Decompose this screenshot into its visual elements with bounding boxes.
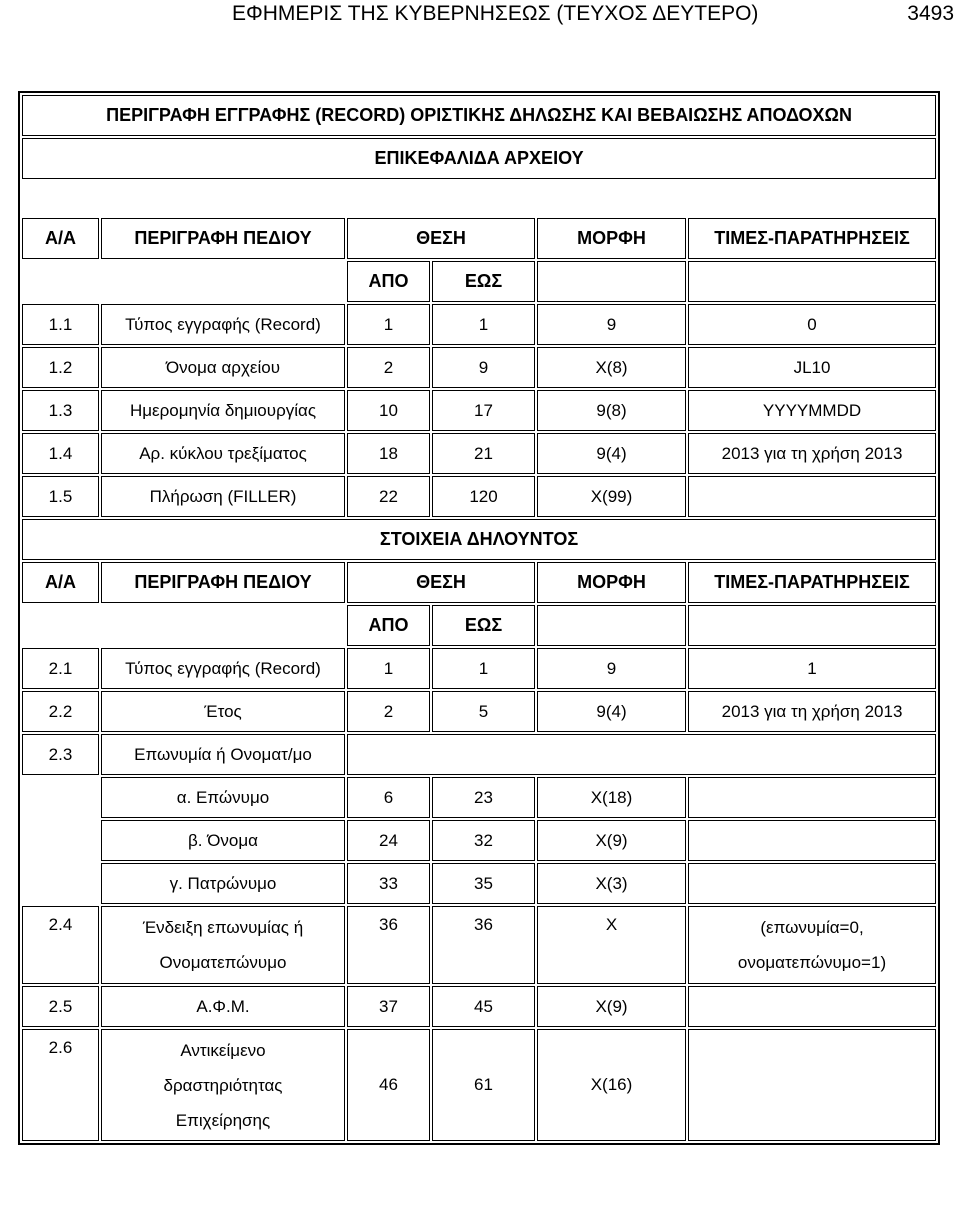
cell-aa: 2.2 (22, 691, 99, 732)
cell-desc: α. Επώνυμο (101, 777, 345, 818)
cell-aa: 2.4 (22, 906, 99, 984)
table-row (22, 304, 936, 345)
cell-from: 6 (347, 777, 430, 818)
cell-values (688, 1029, 936, 1141)
cell-form: 9(4) (537, 433, 686, 474)
cell-form: X (537, 906, 686, 984)
cell-desc: Τύπος εγγραφής (Record) (101, 304, 345, 345)
cell-desc-line3: Επιχείρησης (175, 1110, 271, 1130)
col-values: ΤΙΜΕΣ-ΠΑΡΑΤΗΡΗΣΕΙΣ (688, 562, 936, 603)
col-desc: ΠΕΡΙΓΡΑΦΗ ΠΕΔΙΟΥ (101, 218, 345, 259)
cell-values (688, 820, 936, 861)
cell-desc-line1: Ένδειξη επωνυμίας ή (142, 918, 304, 937)
cell-desc: Έτος (101, 691, 345, 732)
cell-aa: 2.6 (22, 1029, 99, 1141)
cell-desc: γ. Πατρώνυμο (101, 863, 345, 904)
cell-desc: Επωνυμία ή Ονοματ/μο (101, 734, 345, 775)
cell-desc (101, 1029, 345, 1141)
table-row (22, 390, 936, 431)
cell-desc: Τύπος εγγραφής (Record) (101, 648, 345, 689)
cell-values (688, 906, 936, 984)
cell-aa: 2.1 (22, 648, 99, 689)
cell-desc-line1: Αντικείμενο (180, 1040, 266, 1060)
cell-aa: 2.3 (22, 734, 99, 775)
col-pos: ΘΕΣΗ (347, 218, 535, 259)
section2-title: ΣΤΟΙΧΕΙΑ ΔΗΛΟΥΝΤΟΣ (22, 519, 936, 560)
cell-values: JL10 (688, 347, 936, 388)
page-header (0, 0, 960, 30)
cell-form: X(8) (537, 347, 686, 388)
cell-desc: Πλήρωση (FILLER) (101, 476, 345, 517)
cell-aa: 1.2 (22, 347, 99, 388)
cell-form: X(3) (537, 863, 686, 904)
record-table (18, 91, 940, 1145)
col-pos: ΘΕΣΗ (347, 562, 535, 603)
doc-title: ΠΕΡΙΓΡΑΦΗ ΕΓΓΡΑΦΗΣ (RECORD) ΟΡΙΣΤΙΚΗΣ ΔΗΛΩΣΗΣ ΚΑΙ ΒΕΒΑΙΩΣΗΣ ΑΠΟΔΟΧΩΝ (22, 95, 936, 136)
cell-form: 9(8) (537, 390, 686, 431)
cell-values (688, 986, 936, 1027)
cell-form: 9 (537, 648, 686, 689)
col-form: ΜΟΡΦΗ (537, 218, 686, 259)
section-title-row (22, 138, 936, 179)
cell-values (688, 777, 936, 818)
cell-form: 9 (537, 304, 686, 345)
cell-from: 24 (347, 820, 430, 861)
cell-from: 22 (347, 476, 430, 517)
cell-aa: 1.4 (22, 433, 99, 474)
col-from: ΑΠΟ (347, 261, 430, 302)
cell-values: 2013 για τη χρήση 2013 (688, 691, 936, 732)
cell-from: 36 (347, 906, 430, 984)
cell-values (688, 863, 936, 904)
cell-from: 1 (347, 304, 430, 345)
cell-desc-line2: Ονοματεπώνυμο (159, 953, 287, 972)
page-number: 3493 (907, 2, 954, 25)
table-row (22, 906, 936, 984)
table-row (22, 648, 936, 689)
col-aa: Α/Α (22, 218, 99, 259)
table-row (22, 863, 936, 904)
col-from: ΑΠΟ (347, 605, 430, 646)
subheader-row (22, 605, 936, 646)
cell-values: 2013 για τη χρήση 2013 (688, 433, 936, 474)
cell-to: 45 (432, 986, 535, 1027)
cell-desc: Ημερομηνία δημιουργίας (101, 390, 345, 431)
cell-to: 120 (432, 476, 535, 517)
col-to: ΕΩΣ (432, 261, 535, 302)
col-desc: ΠΕΡΙΓΡΑΦΗ ΠΕΔΙΟΥ (101, 562, 345, 603)
cell-desc: Όνομα αρχείου (101, 347, 345, 388)
cell-to: 5 (432, 691, 535, 732)
column-header-row (22, 562, 936, 603)
cell-values: 0 (688, 304, 936, 345)
table-row (22, 734, 936, 775)
cell-desc-line2: δραστηριότητας (163, 1075, 283, 1095)
cell-values: YYYYMMDD (688, 390, 936, 431)
cell-to: 1 (432, 648, 535, 689)
section1-title: ΕΠΙΚΕΦΑΛΙΔΑ ΑΡΧΕΙΟΥ (22, 138, 936, 179)
table-row (22, 347, 936, 388)
cell-desc: Αρ. κύκλου τρεξίματος (101, 433, 345, 474)
cell-aa: 1.1 (22, 304, 99, 345)
cell-to: 1 (432, 304, 535, 345)
cell-aa: 1.5 (22, 476, 99, 517)
table-row (22, 777, 936, 818)
cell-from: 1 (347, 648, 430, 689)
cell-form: X(18) (537, 777, 686, 818)
cell-form: X(9) (537, 820, 686, 861)
gazette-title: ΕΦΗΜΕΡΙΣ ΤΗΣ ΚΥΒΕΡΝΗΣΕΩΣ (ΤΕΥΧΟΣ ΔΕΥΤΕΡΟ) (232, 2, 759, 25)
cell-from: 2 (347, 691, 430, 732)
cell-desc: β. Όνομα (101, 820, 345, 861)
cell-desc (101, 906, 345, 984)
cell-to: 21 (432, 433, 535, 474)
cell-from: 18 (347, 433, 430, 474)
table-row (22, 691, 936, 732)
col-form: ΜΟΡΦΗ (537, 562, 686, 603)
cell-values: 1 (688, 648, 936, 689)
cell-form: X(99) (537, 476, 686, 517)
cell-to: 17 (432, 390, 535, 431)
cell-aa: 1.3 (22, 390, 99, 431)
cell-values-line2: ονοματεπώνυμο=1) (737, 953, 887, 972)
cell-form: 9(4) (537, 691, 686, 732)
cell-from: 37 (347, 986, 430, 1027)
subheader-row (22, 261, 936, 302)
cell-form: X(9) (537, 986, 686, 1027)
cell-from: 46 (347, 1029, 430, 1141)
cell-to: 35 (432, 863, 535, 904)
cell-to: 36 (432, 906, 535, 984)
cell-to: 61 (432, 1029, 535, 1141)
cell-aa: 2.5 (22, 986, 99, 1027)
table-row (22, 1029, 936, 1141)
cell-values (688, 476, 936, 517)
cell-from: 10 (347, 390, 430, 431)
cell-form: X(16) (537, 1029, 686, 1141)
table-row (22, 820, 936, 861)
cell-to: 32 (432, 820, 535, 861)
table-row (22, 476, 936, 517)
column-header-row (22, 218, 936, 259)
cell-values-line1: (επωνυμία=0, (760, 918, 864, 937)
col-to: ΕΩΣ (432, 605, 535, 646)
table-row (22, 986, 936, 1027)
col-aa: Α/Α (22, 562, 99, 603)
table-row (22, 433, 936, 474)
cell-to: 9 (432, 347, 535, 388)
cell-from: 33 (347, 863, 430, 904)
cell-desc: Α.Φ.Μ. (101, 986, 345, 1027)
cell-from: 2 (347, 347, 430, 388)
doc-title-row (22, 95, 936, 136)
col-values: ΤΙΜΕΣ-ΠΑΡΑΤΗΡΗΣΕΙΣ (688, 218, 936, 259)
section-title-row (22, 519, 936, 560)
cell-to: 23 (432, 777, 535, 818)
cell-empty (347, 734, 936, 775)
